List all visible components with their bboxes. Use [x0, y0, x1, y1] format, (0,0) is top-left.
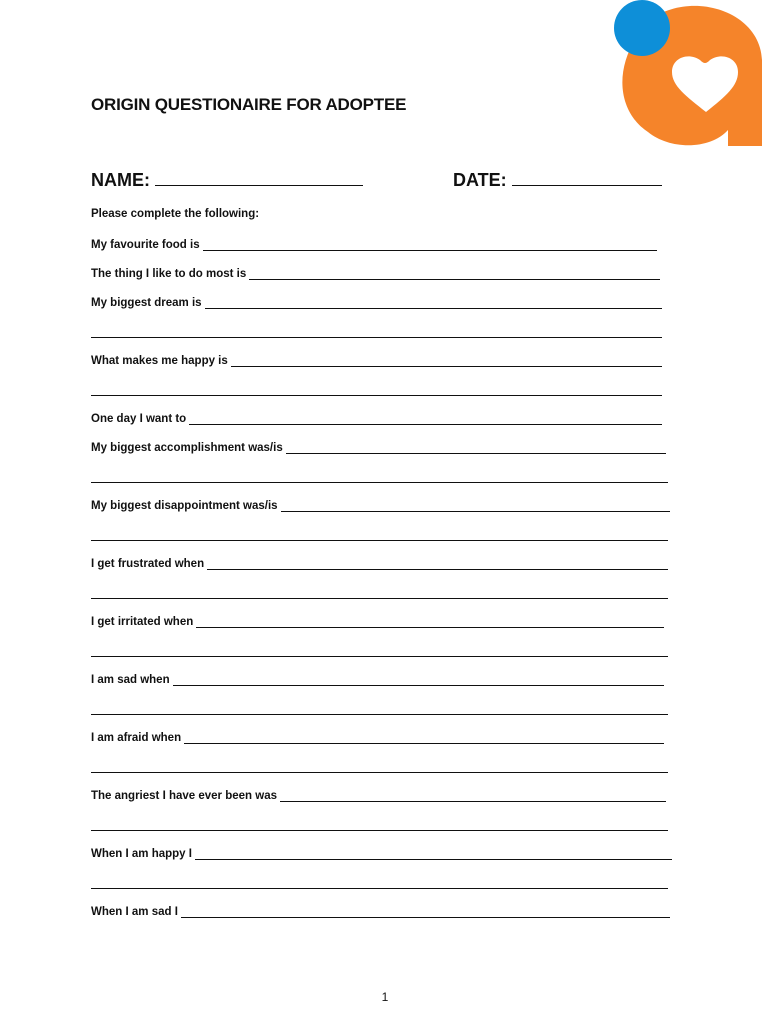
prompt-label: I get irritated when — [91, 616, 194, 628]
answer-blank-line[interactable] — [91, 876, 668, 889]
prompt-row — [91, 673, 664, 686]
prompt-row — [91, 238, 657, 251]
prompt-label: I am sad when — [91, 674, 170, 686]
answer-blank-line[interactable] — [91, 760, 668, 773]
prompt-label: I am afraid when — [91, 732, 182, 744]
prompt-label: When I am happy I — [91, 848, 192, 860]
prompt-row — [91, 557, 668, 570]
prompt-row — [91, 267, 660, 280]
prompt-label: One day I want to — [91, 413, 187, 425]
continuation-line-row — [91, 325, 662, 338]
answer-blank-line[interactable] — [249, 267, 660, 280]
continuation-line-row — [91, 383, 662, 396]
page-number: 1 — [381, 990, 389, 1004]
answer-blank-line[interactable] — [173, 673, 664, 686]
date-blank[interactable] — [512, 171, 662, 186]
continuation-line-row — [91, 702, 668, 715]
prompt-row — [91, 412, 662, 425]
answer-blank-line[interactable] — [91, 644, 668, 657]
continuation-line-row — [91, 818, 668, 831]
prompt-label: When I am sad I — [91, 906, 178, 918]
prompt-row — [91, 296, 662, 309]
answer-blank-line[interactable] — [280, 789, 666, 802]
name-label: NAME: — [91, 170, 150, 190]
name-blank[interactable] — [155, 171, 363, 186]
answer-blank-line[interactable] — [195, 847, 672, 860]
prompt-label: My biggest dream is — [91, 297, 202, 309]
instruction-text: Please complete the following: — [91, 208, 260, 220]
prompt-label: My biggest accomplishment was/is — [91, 442, 283, 454]
continuation-line-row — [91, 528, 668, 541]
answer-blank-line[interactable] — [181, 905, 670, 918]
answer-blank-line[interactable] — [203, 238, 657, 251]
prompt-label: The thing I like to do most is — [91, 268, 247, 280]
prompt-label: My favourite food is — [91, 239, 200, 251]
continuation-line-row — [91, 760, 668, 773]
prompt-row — [91, 441, 666, 454]
continuation-line-row — [91, 470, 668, 483]
answer-blank-line[interactable] — [184, 731, 664, 744]
prompt-row — [91, 789, 666, 802]
answer-blank-line[interactable] — [281, 499, 670, 512]
answer-blank-line[interactable] — [231, 354, 662, 367]
prompt-row — [91, 905, 670, 918]
answer-blank-line[interactable] — [91, 702, 668, 715]
prompt-row — [91, 615, 664, 628]
answer-blank-line[interactable] — [196, 615, 664, 628]
prompt-label: The angriest I have ever been was — [91, 790, 277, 802]
prompt-row — [91, 354, 662, 367]
page-title: ORIGIN QUESTIONAIRE FOR ADOPTEE — [91, 95, 407, 114]
date-field — [453, 170, 662, 191]
prompt-label: My biggest disappointment was/is — [91, 500, 278, 512]
prompt-label: I get frustrated when — [91, 558, 205, 570]
organization-logo-icon — [610, 0, 770, 150]
prompt-row — [91, 731, 664, 744]
date-label: DATE: — [453, 170, 507, 190]
answer-blank-line[interactable] — [91, 325, 662, 338]
answer-blank-line[interactable] — [91, 383, 662, 396]
answer-blank-line[interactable] — [189, 412, 662, 425]
answer-blank-line[interactable] — [286, 441, 666, 454]
prompt-label: What makes me happy is — [91, 355, 228, 367]
answer-blank-line[interactable] — [205, 296, 662, 309]
name-field — [91, 170, 363, 191]
answer-blank-line[interactable] — [207, 557, 668, 570]
prompt-row — [91, 499, 670, 512]
continuation-line-row — [91, 876, 668, 889]
continuation-line-row — [91, 586, 668, 599]
answer-blank-line[interactable] — [91, 818, 668, 831]
answer-blank-line[interactable] — [91, 586, 668, 599]
answer-blank-line[interactable] — [91, 528, 668, 541]
answer-blank-line[interactable] — [91, 470, 668, 483]
prompt-row — [91, 847, 672, 860]
continuation-line-row — [91, 644, 668, 657]
